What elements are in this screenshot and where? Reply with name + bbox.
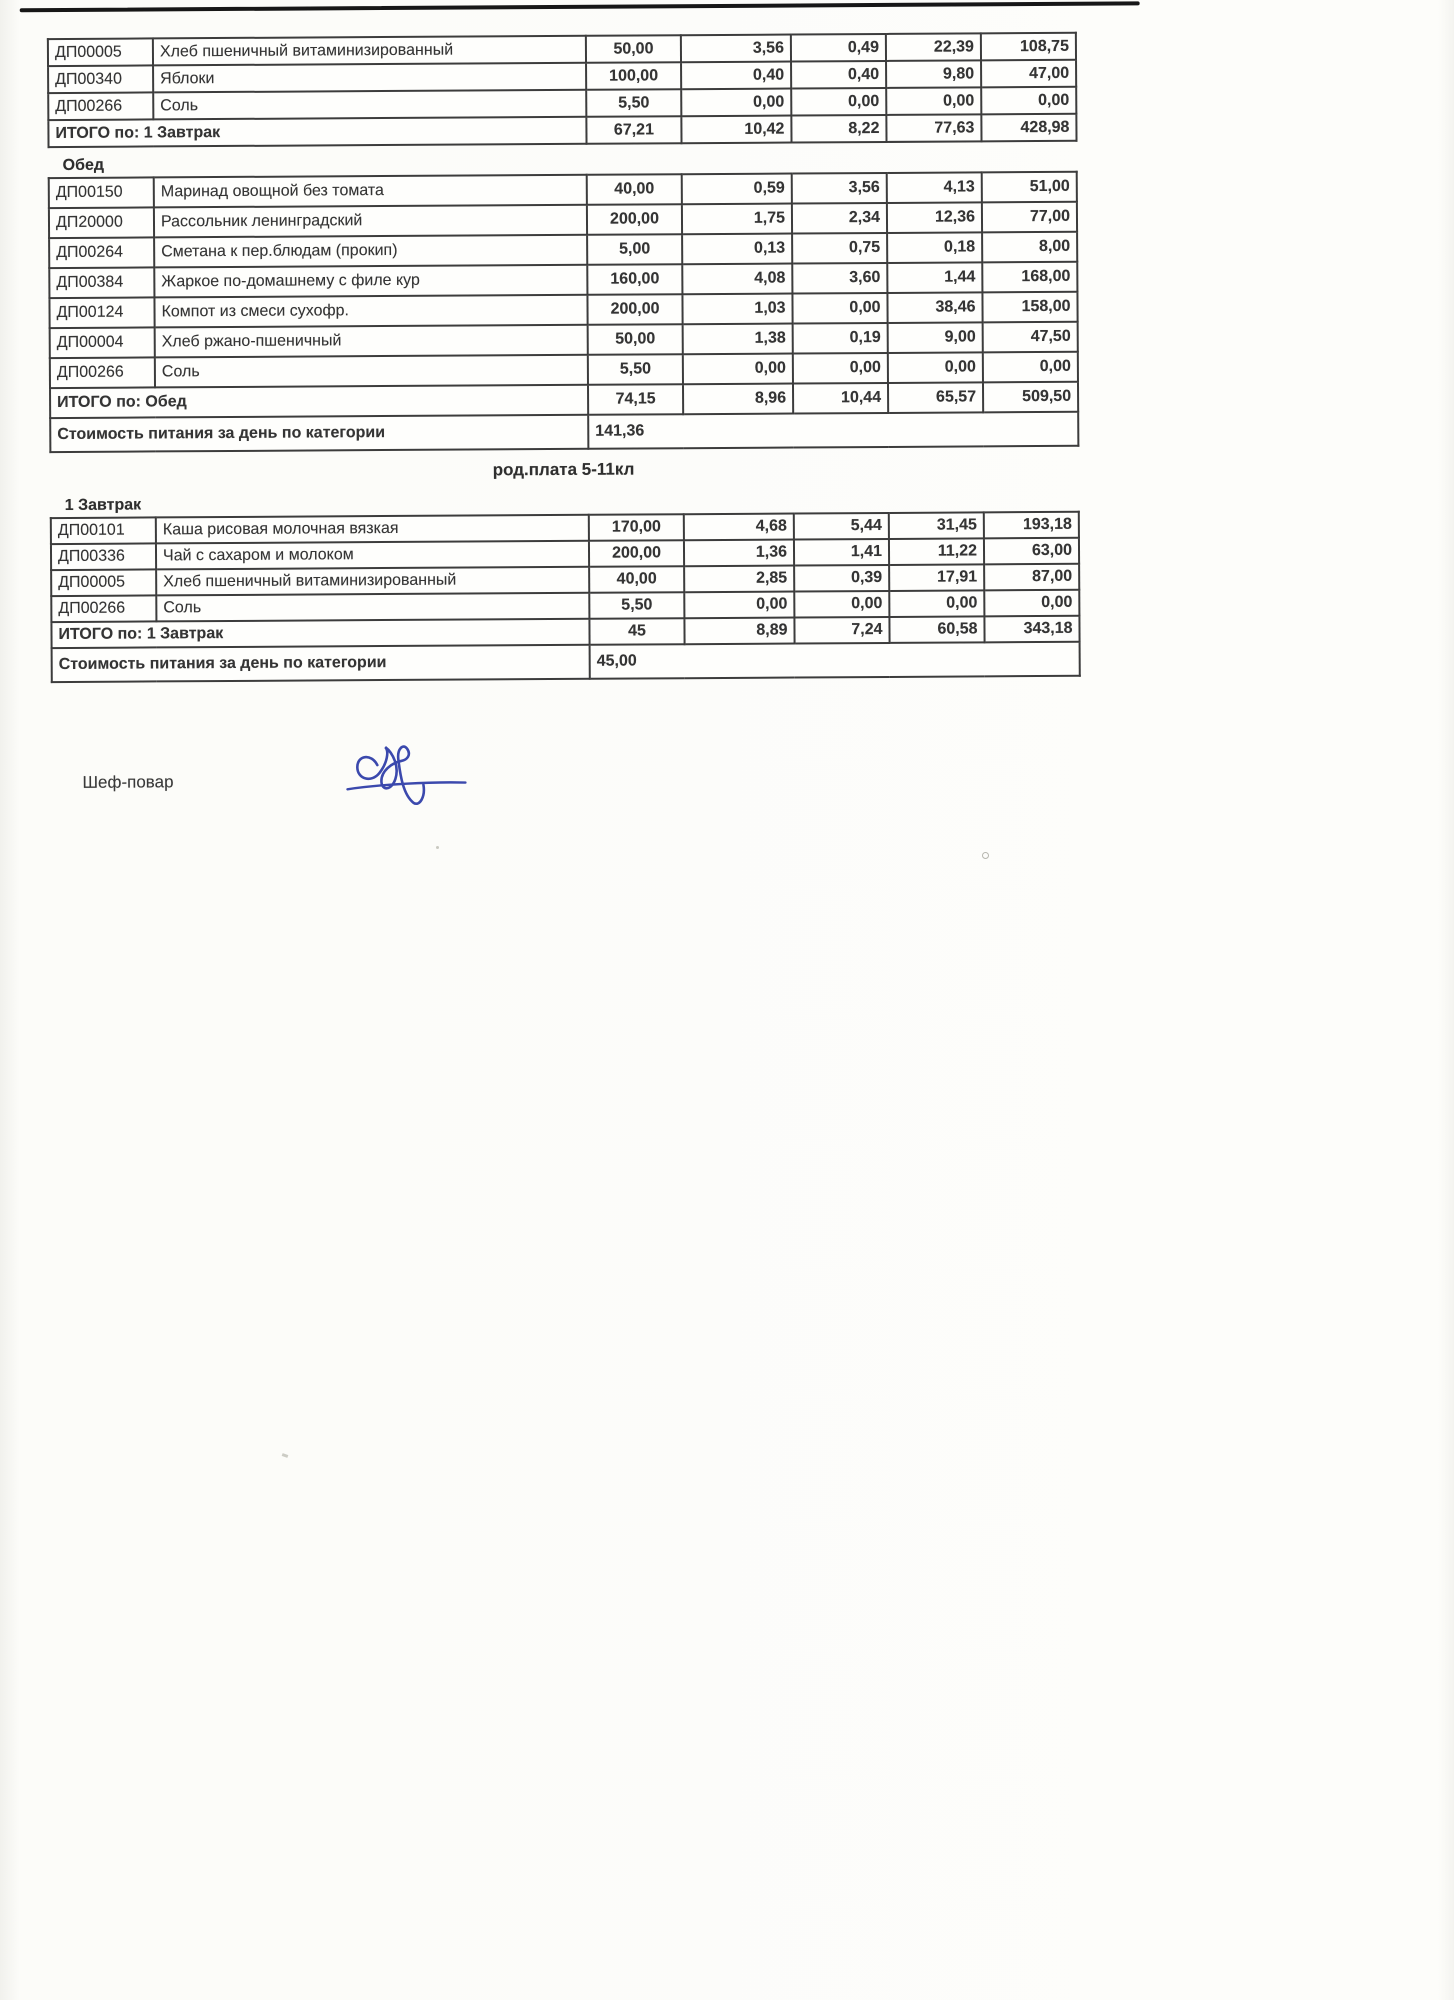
dish-output: 50,00 — [586, 35, 681, 63]
dish-value: 31,45 — [889, 512, 984, 539]
dish-code: ДП00384 — [49, 267, 154, 298]
scan-speck — [982, 852, 989, 859]
dish-name: Хлеб пшеничный витаминизированный — [153, 36, 586, 66]
dish-value: 1,03 — [682, 294, 792, 325]
dish-value: 0,00 — [984, 590, 1079, 617]
dish-output: 100,00 — [586, 62, 681, 90]
dish-value: 63,00 — [984, 538, 1079, 565]
dish-value: 0,00 — [983, 352, 1078, 383]
dish-code: ДП00101 — [51, 517, 156, 544]
dish-code: ДП00124 — [49, 297, 154, 328]
total-value: 7,24 — [794, 617, 889, 644]
dish-output: 170,00 — [589, 514, 684, 541]
dish-output: 40,00 — [589, 566, 684, 593]
dish-value: 0,00 — [792, 293, 887, 324]
dish-value: 168,00 — [982, 262, 1077, 293]
dish-value: 2,85 — [684, 566, 794, 593]
dish-value: 0,00 — [981, 87, 1076, 115]
dish-value: 0,00 — [889, 590, 984, 617]
scan-speck — [282, 1453, 289, 1458]
day-cost-row-breakfast2 — [52, 642, 1080, 682]
day-cost-value: 141,36 — [588, 412, 1078, 449]
dish-name: Хлеб пшеничный витаминизированный — [156, 567, 589, 596]
total-value: 8,89 — [684, 618, 794, 645]
dish-value: 0,19 — [793, 323, 888, 354]
dish-output: 40,00 — [587, 174, 682, 205]
total-value: 509,50 — [983, 382, 1078, 413]
dish-value: 12,36 — [887, 202, 982, 233]
dish-value: 0,18 — [887, 232, 982, 263]
dish-value: 9,80 — [886, 60, 981, 88]
scan-speck — [436, 846, 439, 849]
day-cost-label: Стоимость питания за день по категории — [50, 415, 588, 452]
dish-value: 47,50 — [983, 322, 1078, 353]
dish-value: 1,44 — [887, 262, 982, 293]
dish-value: 1,36 — [684, 540, 794, 567]
total-label: ИТОГО по: Обед — [50, 385, 588, 418]
dish-value: 0,40 — [681, 62, 791, 90]
lunch-table — [48, 171, 1080, 453]
dish-name: Жаркое по-домашнему с филе кур — [154, 265, 587, 298]
dish-name: Соль — [156, 593, 589, 622]
dish-value: 0,39 — [794, 565, 889, 592]
dish-name: Сметана к пер.блюдам (прокип) — [154, 235, 587, 268]
total-label: ИТОГО по: 1 Завтрак — [48, 117, 586, 147]
dish-value: 8,00 — [982, 232, 1077, 263]
total-value: 67,21 — [586, 116, 681, 144]
dish-output: 5,00 — [587, 234, 682, 265]
dish-code: ДП00266 — [51, 595, 156, 622]
dish-value: 1,41 — [794, 539, 889, 566]
dish-output: 200,00 — [587, 294, 682, 325]
dish-output: 5,50 — [588, 354, 683, 385]
dish-output: 50,00 — [588, 324, 683, 355]
dish-value: 11,22 — [889, 538, 984, 565]
dish-output: 5,50 — [589, 592, 684, 619]
total-value: 8,96 — [683, 384, 793, 415]
total-value: 8,22 — [791, 115, 886, 143]
total-row-breakfast1 — [48, 114, 1076, 147]
day-cost-row-lunch — [50, 412, 1078, 452]
dish-value: 4,68 — [684, 514, 794, 541]
dish-value: 3,60 — [792, 263, 887, 294]
dish-code: ДП00264 — [49, 237, 154, 268]
dish-name: Соль — [155, 355, 588, 388]
dish-code: ДП00004 — [50, 327, 155, 358]
dish-value: 193,18 — [984, 512, 1079, 539]
dish-name: Рассольник ленинградский — [154, 205, 587, 238]
section-title-breakfast2: 1 Завтрак — [64, 496, 142, 514]
dish-code: ДП00336 — [51, 543, 156, 570]
dish-value: 9,00 — [888, 322, 983, 353]
total-value: 65,57 — [888, 382, 983, 413]
dish-value: 0,00 — [888, 352, 983, 383]
total-label: ИТОГО по: 1 Завтрак — [51, 619, 589, 648]
total-value: 60,58 — [889, 616, 984, 643]
total-value: 343,18 — [984, 616, 1079, 643]
dish-value: 1,75 — [682, 204, 792, 235]
dish-value: 38,46 — [887, 292, 982, 323]
dish-value: 87,00 — [984, 564, 1079, 591]
dish-value: 0,00 — [794, 591, 889, 618]
scan-artifact-line — [20, 1, 1140, 12]
dish-value: 51,00 — [982, 172, 1077, 203]
dish-value: 4,13 — [887, 172, 982, 203]
dish-value: 108,75 — [981, 33, 1076, 61]
day-cost-value: 45,00 — [590, 642, 1080, 679]
signature-icon — [343, 726, 494, 817]
dish-value: 0,00 — [791, 88, 886, 116]
total-value: 10,44 — [793, 383, 888, 414]
total-value: 77,63 — [886, 114, 981, 142]
dish-value: 0,59 — [682, 174, 792, 205]
dish-value: 2,34 — [792, 203, 887, 234]
dish-value: 0,00 — [684, 592, 794, 619]
dish-value: 158,00 — [982, 292, 1077, 323]
dish-value: 0,00 — [683, 354, 793, 385]
dish-value: 0,40 — [791, 61, 886, 89]
breakfast1-table — [47, 32, 1078, 148]
dish-value: 3,56 — [792, 173, 887, 204]
dish-value: 47,00 — [981, 60, 1076, 88]
dish-output: 200,00 — [589, 540, 684, 567]
dish-output: 160,00 — [587, 264, 682, 295]
dish-output: 200,00 — [587, 204, 682, 235]
total-value: 45 — [589, 618, 684, 645]
dish-value: 3,56 — [681, 35, 791, 63]
dish-code: ДП00150 — [49, 177, 154, 208]
scan-content — [0, 0, 1454, 845]
dish-code: ДП00005 — [48, 38, 153, 66]
dish-value: 0,00 — [886, 87, 981, 115]
dish-value: 17,91 — [889, 564, 984, 591]
breakfast2-table — [50, 511, 1081, 683]
category-note: род.плата 5-11кл — [492, 459, 635, 480]
dish-name: Каша рисовая молочная вязкая — [156, 515, 589, 544]
dish-name: Маринад овощной без томата — [154, 175, 587, 208]
dish-code: ДП20000 — [49, 207, 154, 238]
dish-code: ДП00266 — [48, 92, 153, 120]
total-value: 428,98 — [981, 114, 1076, 142]
dish-value: 0,00 — [793, 353, 888, 384]
total-value: 74,15 — [588, 384, 683, 415]
dish-value: 77,00 — [982, 202, 1077, 233]
dish-value: 1,38 — [683, 324, 793, 355]
dish-name: Чай с сахаром и молоком — [156, 541, 589, 570]
dish-output: 5,50 — [586, 89, 681, 117]
dish-value: 22,39 — [886, 33, 981, 61]
dish-code: ДП00005 — [51, 569, 156, 596]
dish-value: 0,75 — [792, 233, 887, 264]
day-cost-label: Стоимость питания за день по категории — [52, 645, 590, 682]
dish-code: ДП00266 — [50, 357, 155, 388]
total-value: 10,42 — [681, 116, 791, 144]
dish-value: 0,00 — [681, 89, 791, 117]
chef-label: Шеф-повар — [82, 772, 174, 792]
dish-name: Яблоки — [153, 63, 586, 93]
dish-value: 0,49 — [791, 34, 886, 62]
dish-name: Компот из смеси сухофр. — [154, 295, 587, 328]
signature-block — [82, 746, 1454, 844]
dish-value: 0,13 — [682, 234, 792, 265]
dish-name: Хлеб ржано-пшеничный — [155, 325, 588, 358]
dish-name: Соль — [153, 90, 586, 120]
dish-value: 5,44 — [794, 513, 889, 540]
dish-value: 4,08 — [682, 264, 792, 295]
dish-code: ДП00340 — [48, 65, 153, 93]
section-title-lunch: Обед — [62, 156, 105, 174]
